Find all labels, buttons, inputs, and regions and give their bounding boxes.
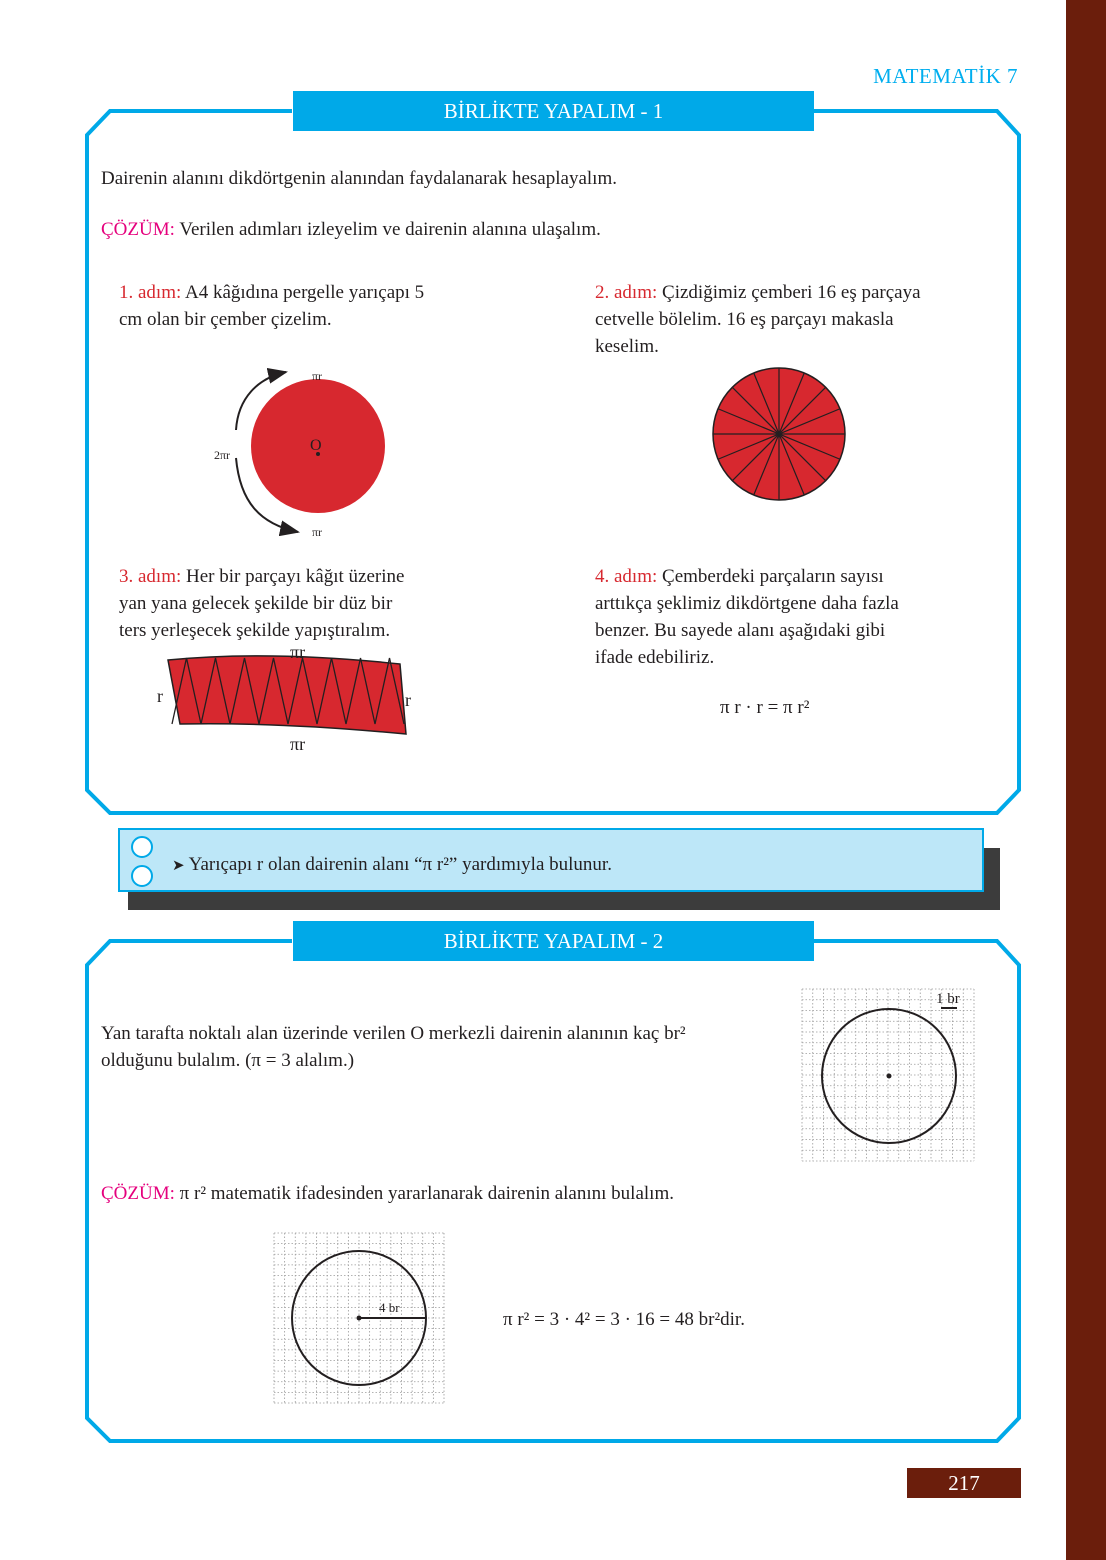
rect-label-top: πr: [290, 642, 306, 662]
step1-text: [119, 279, 424, 333]
step3-text: [119, 563, 404, 644]
section1-tab: BİRLİKTE YAPALIM - 1: [293, 91, 814, 131]
step2-line1: Çizdiğimiz çemberi 16 eş parçaya: [662, 282, 921, 303]
step2-line2: cetvelle bölelim. 16 eş parçayı makasla: [595, 309, 894, 330]
question-grid-figure: [801, 988, 975, 1162]
rect-label-left: r: [157, 686, 163, 706]
step2-segmented-circle: [710, 367, 850, 503]
note-line: [172, 851, 612, 880]
step1-line1: A4 kâğıdına pergelle yarıçapı 5: [184, 282, 425, 303]
step1-line2: cm olan bir çember çizelim.: [119, 309, 332, 330]
area-result: π r² = 3 · 4² = 3 · 16 = 48 br²dir.: [503, 1309, 745, 1330]
step1-label: 1. adım:: [119, 282, 182, 303]
section2-question: [101, 1020, 686, 1074]
area-formula: π r · r = π r²: [720, 697, 810, 718]
step1-circle-figure: [200, 362, 400, 542]
solution2-label: ÇÖZÜM:: [101, 1183, 175, 1204]
solution-grid-figure: [273, 1232, 445, 1404]
step4-line3: benzer. Bu sayede alanı aşağıdaki gibi: [595, 620, 886, 641]
section2-tab: BİRLİKTE YAPALIM - 2: [293, 921, 814, 961]
solution-label: ÇÖZÜM:: [101, 219, 175, 240]
step4-text: [595, 563, 899, 671]
step3-line2: yan yana gelecek şekilde bir düz bir: [119, 593, 393, 614]
step4-line1: Çemberdeki parçaların sayısı: [662, 566, 884, 587]
step4-label: 4. adım:: [595, 566, 658, 587]
step4-line4: ifade edebiliriz.: [595, 647, 715, 668]
step2-text: [595, 279, 921, 360]
label-pi-r-top: πr: [312, 369, 323, 383]
radius-label: 4 br: [379, 1300, 400, 1315]
note-text: Yarıçapı r olan dairenin alanı “π r²” yardımıyla bulunur.: [188, 854, 612, 875]
step4-line2: arttıkça şeklimiz dikdörtgene daha fazla: [595, 593, 899, 614]
label-pi-r-bottom: πr: [312, 525, 323, 539]
step2-line3: keselim.: [595, 336, 659, 357]
note-rings: [128, 834, 158, 890]
solution2-text: π r² matematik ifadesinden yararlanarak dairenin alanını bulalım.: [179, 1183, 674, 1204]
section1-intro: Dairenin alanını dikdörtgenin alanından faydalanarak hesaplayalım.: [101, 168, 617, 189]
book-title: MATEMATİK 7: [873, 64, 1018, 88]
label-2pi-r: 2πr: [214, 448, 231, 462]
question-line2: olduğunu bulalım. (π = 3 alalım.): [101, 1050, 355, 1071]
ring-icon-bottom: [132, 866, 152, 886]
label-center-o: O: [310, 437, 322, 454]
question-line1: Yan tarafta noktalı alan üzerinde verilen O merkezli dairenin alanının kaç br²: [101, 1023, 686, 1044]
section1-solution: [101, 216, 601, 243]
step3-label: 3. adım:: [119, 566, 182, 587]
step3-line3: ters yerleşecek şekilde yapıştıralım.: [119, 620, 391, 641]
section2-solution: [101, 1180, 674, 1207]
rect-label-bottom: πr: [290, 734, 306, 754]
arrow-bullet-icon: ➤: [172, 858, 185, 874]
rect-label-right: r: [405, 690, 411, 710]
step3-wedge-rectangle: [150, 640, 430, 758]
solution-text: Verilen adımları izleyelim ve dairenin alanına ulaşalım.: [179, 219, 601, 240]
step2-label: 2. adım:: [595, 282, 658, 303]
step3-line1: Her bir parçayı kâğıt üzerine: [186, 566, 405, 587]
question-center-dot: [887, 1074, 892, 1079]
unit-label: 1 br: [936, 991, 960, 1007]
page-number: 217: [907, 1468, 1021, 1498]
ring-icon-top: [132, 837, 152, 857]
